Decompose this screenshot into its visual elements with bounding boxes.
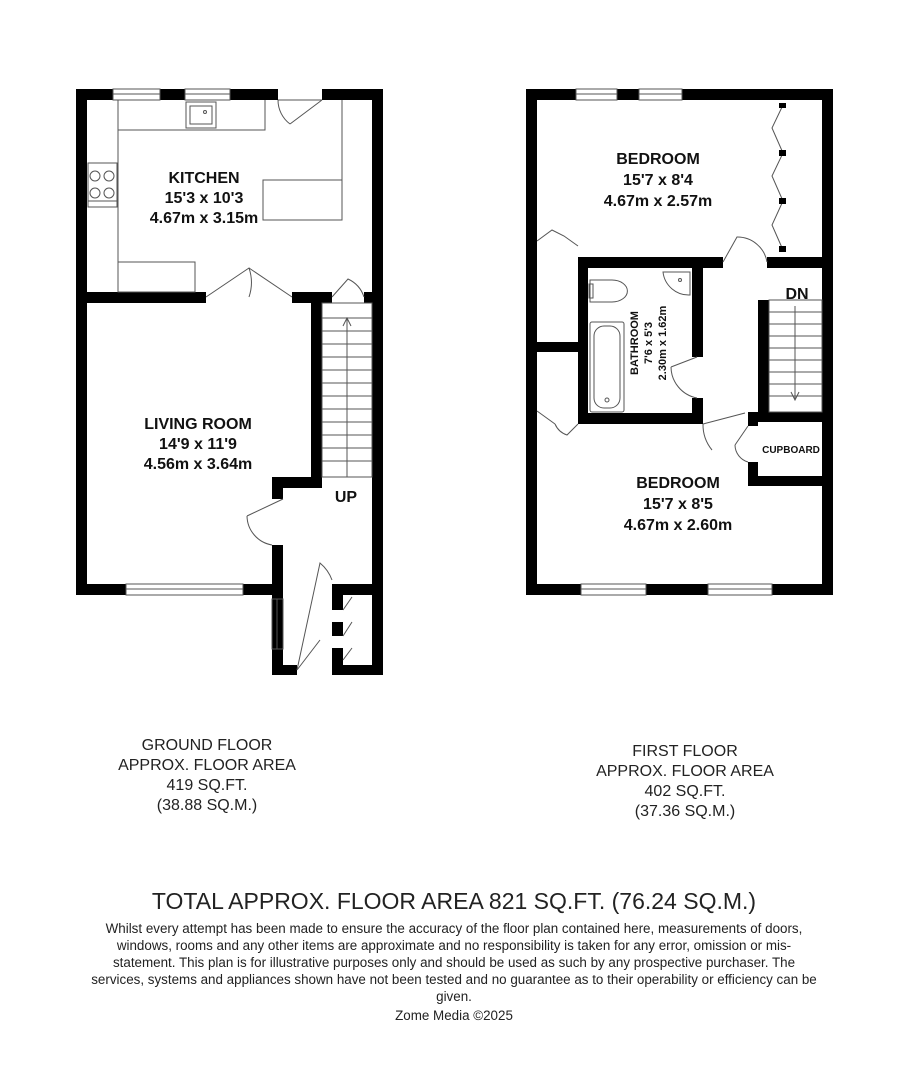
bedroom-1-imperial: 15'7 x 8'4 [623,172,693,189]
bedroom-2-metric: 4.67m x 2.60m [623,517,733,534]
wall [526,89,576,100]
door-swing [537,230,578,246]
copyright-text: Zome Media ©2025 [395,1008,513,1023]
wall [76,292,206,303]
wall [76,89,87,595]
hob [88,163,117,207]
door-swing [332,279,364,297]
wall [332,584,343,610]
first-floor-title: FIRST FLOOR [632,743,738,760]
disclaimer-text: Whilst every attempt has been made to ensure the accuracy of the floor plan contained here, measurements of doors, windows, rooms and any other items are approximate and no responsibility is taken for any error, omission or mis-statement. This plan is for illustrative purposes only and should be used as such by any prospective purchaser. The services, systems and appliances shown have not been tested and no guarantee as to their operability or efficiency can be given. [91,921,817,1004]
bedroom-2-name: BEDROOM [636,475,720,492]
kitchen-counter [118,262,195,292]
door-swing [206,268,292,297]
wall [617,89,639,100]
wardrobe-doors [772,105,783,250]
door-swing [671,357,697,398]
ground-floor-sqm: (38.88 SQ.M.) [156,797,258,814]
ground-floor-info [82,736,332,816]
stair-arrow [791,306,799,400]
door-swing [723,237,767,262]
wall [748,412,758,426]
bathroom-name: BATHROOM [629,311,641,375]
wall [76,89,113,100]
wall [682,89,832,100]
door-swing [247,499,283,545]
wall [160,89,185,100]
wall [372,89,383,595]
wall [526,342,581,352]
ground-floor-title: GROUND FLOOR [141,737,273,754]
wall [372,584,383,675]
wall [822,89,833,595]
kitchen-name: KITCHEN [168,170,240,187]
living-room-name: LIVING ROOM [144,416,252,433]
wall [767,257,833,268]
toilet [590,280,627,302]
bathroom-imperial: 7'6 x 5'3 [643,322,655,364]
wall [332,648,343,675]
wall [758,300,769,412]
bedroom-1-metric: 4.67m x 2.57m [603,193,713,210]
first-floor-info [560,742,810,822]
first-floor-sqm: (37.36 SQ.M.) [634,803,736,820]
wall [692,257,703,357]
wall [646,584,708,595]
wall [311,292,322,488]
living-room-imperial: 14'9 x 11'9 [159,436,237,453]
kitchen-metric: 4.67m x 3.15m [149,210,259,227]
door-swing [537,411,578,435]
wall [772,584,833,595]
door-swing [278,100,322,124]
wall [748,476,833,486]
door-swing [297,563,332,670]
bedroom-1-name: BEDROOM [616,151,700,168]
kitchen-imperial: 15'3 x 10'3 [164,190,244,207]
wall [578,257,588,424]
first-floor-sqft: 402 SQ.FT. [644,783,726,800]
basin [663,272,690,295]
wall [272,477,283,499]
bedroom-2-imperial: 15'7 x 8'5 [643,496,713,513]
wall [332,622,343,636]
cupboard-name: CUPBOARD [762,445,820,456]
door-swing [703,413,745,450]
stairs-up-label: UP [334,489,358,506]
wall [526,584,581,595]
room-labels [144,151,820,534]
bathroom-metric: 2.30m x 1.62m [657,305,669,381]
first-floor-area-label: APPROX. FLOOR AREA [596,763,774,780]
ground-floor-area-label: APPROX. FLOOR AREA [118,757,296,774]
stairs-down-label: DN [785,286,809,303]
ground-floor-sqft: 419 SQ.FT. [166,777,248,794]
living-room-metric: 4.56m x 3.64m [143,456,253,473]
wall [578,413,703,424]
stair-arrow [343,318,351,477]
wall [748,412,833,422]
wall [272,665,297,675]
wall [364,292,383,303]
door-swing [735,426,748,462]
wall [76,584,126,595]
total-floor-area: TOTAL APPROX. FLOOR AREA 821 SQ.FT. (76.24 SQ.M.) [151,888,757,914]
door-swing [343,597,352,660]
wall [230,89,278,100]
